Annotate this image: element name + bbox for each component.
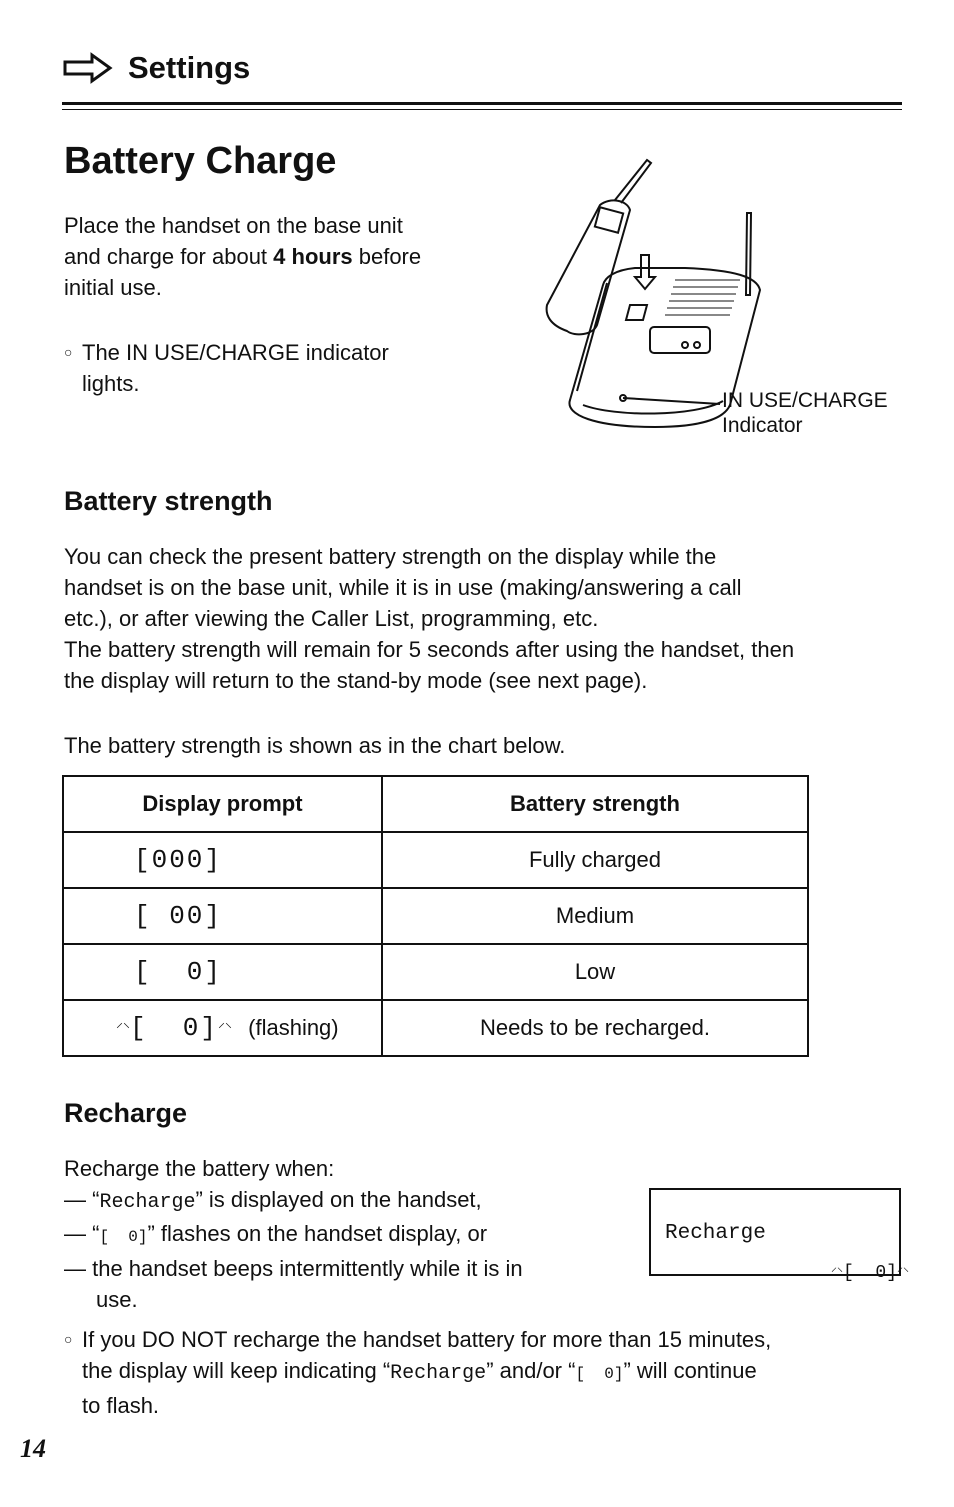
battery-strength-heading: Battery strength xyxy=(64,486,273,516)
column-header: Display prompt xyxy=(63,776,382,832)
table-row xyxy=(63,888,808,944)
list-item: — the handset beeps intermittently while it is in xyxy=(64,1256,523,1281)
display-text: Recharge xyxy=(665,1222,766,1245)
page-number: 14 xyxy=(20,1434,46,1463)
battery-strength-table xyxy=(62,775,809,1057)
chart-intro: The battery strength is shown as in the chart below. xyxy=(64,733,566,758)
note-line: If you DO NOT recharge the handset battery for more than 15 minutes, xyxy=(82,1327,772,1352)
list-item: — “[ 0]” flashes on the handset display, or xyxy=(64,1221,488,1246)
note-line: to flash. xyxy=(82,1393,160,1418)
strength-line: etc.), or after viewing the Caller List, programming, etc. xyxy=(64,606,599,631)
intro-line: initial use. xyxy=(64,275,162,300)
table-header-row xyxy=(63,776,808,832)
table-row xyxy=(63,944,808,1000)
recharge-intro: Recharge the battery when: xyxy=(64,1156,335,1181)
bullet-icon: ○ xyxy=(64,1331,73,1347)
lcd-prompt: [000] xyxy=(134,845,223,875)
display-prompt-cell xyxy=(63,1000,382,1056)
display-prompt: ⸝⸜[ 0]⸝⸜ xyxy=(831,1260,910,1283)
bullet-icon: ○ xyxy=(64,344,73,360)
list-item-continued: use. xyxy=(96,1287,138,1312)
strength-cell: Fully charged xyxy=(382,832,808,888)
strength-line: the display will return to the stand-by mode (see next page). xyxy=(64,668,648,693)
note-line: the display will keep indicating “Recharge” and/or “[ 0]” will continue xyxy=(82,1358,757,1385)
strength-cell: Medium xyxy=(382,888,808,944)
arrow-icon xyxy=(62,51,114,85)
flashing-marks-icon: ⸝⸜ xyxy=(897,1260,910,1274)
indicator-label xyxy=(722,388,888,438)
section-header xyxy=(62,50,250,86)
list-item: — “Recharge” is displayed on the handset, xyxy=(64,1187,482,1214)
flashing-marks-icon: ⸝⸜ xyxy=(831,1260,844,1274)
bullet-text: lights. xyxy=(82,371,140,396)
recharge-heading: Recharge xyxy=(64,1098,188,1128)
display-prompt-cell xyxy=(63,832,382,888)
intro-line: Place the handset on the base unit xyxy=(64,213,403,238)
lcd-prompt: [ 00] xyxy=(134,901,223,931)
handset-display xyxy=(649,1188,910,1283)
indicator-label-line: IN USE/CHARGE xyxy=(722,389,888,412)
indicator-label-line: Indicator xyxy=(722,414,803,437)
lcd-prompt: [ 0] xyxy=(130,1013,219,1043)
strength-cell: Needs to be recharged. xyxy=(382,1000,808,1056)
intro-paragraph xyxy=(64,210,504,303)
flashing-note: (flashing) xyxy=(248,1015,339,1040)
header-rule xyxy=(62,102,902,110)
display-prompt-cell xyxy=(63,944,382,1000)
strength-line: You can check the present battery strength on the display while the xyxy=(64,544,717,569)
recharge-note xyxy=(64,1324,944,1421)
intro-bullet xyxy=(64,337,504,399)
display-prompt-cell xyxy=(63,888,382,944)
table-row xyxy=(63,1000,808,1056)
strength-cell: Low xyxy=(382,944,808,1000)
column-header: Battery strength xyxy=(382,776,808,832)
table-row xyxy=(63,832,808,888)
strength-line: handset is on the base unit, while it is in use (making/answering a call xyxy=(64,575,742,600)
lcd-prompt: [ 0] xyxy=(134,957,223,987)
hours-emphasis: 4 hours xyxy=(273,244,353,269)
strength-line: The battery strength will remain for 5 seconds after using the handset, then xyxy=(64,637,795,662)
strength-paragraph xyxy=(64,541,924,696)
page-title: Battery Charge xyxy=(64,140,337,182)
bullet-text: The IN USE/CHARGE indicator xyxy=(82,340,389,365)
flashing-marks-icon: ⸝⸜ xyxy=(116,1014,130,1030)
flashing-marks-icon: ⸝⸜ xyxy=(218,1014,233,1030)
recharge-list xyxy=(64,1153,624,1315)
section-label: Settings xyxy=(128,50,251,85)
intro-line: and charge for about 4 hours before xyxy=(64,244,422,269)
